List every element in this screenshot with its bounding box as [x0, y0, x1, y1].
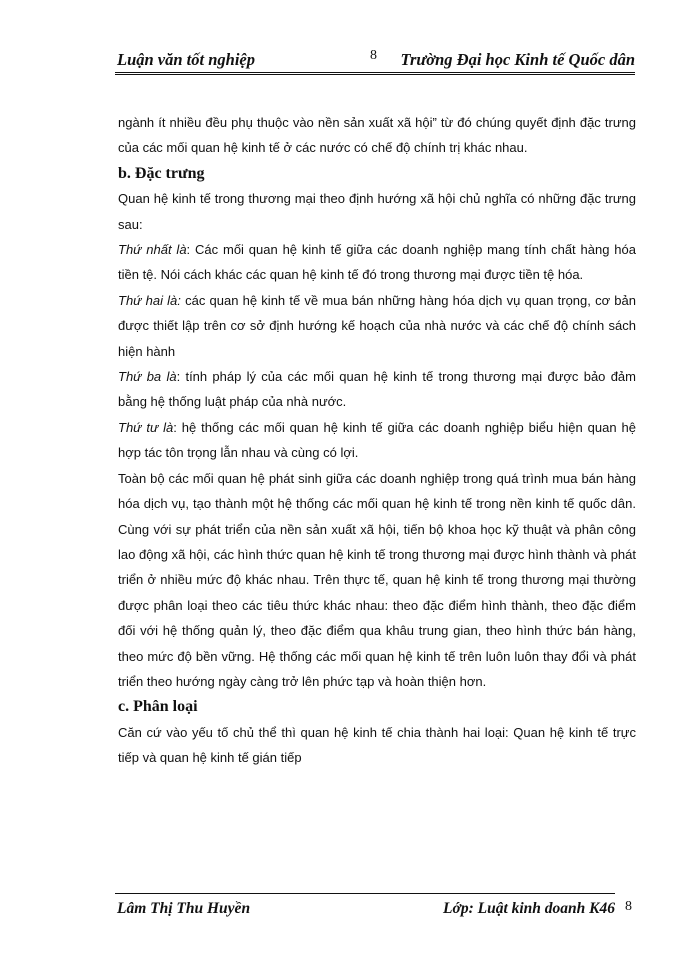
- section-heading-c: c. Phân loại: [118, 698, 198, 716]
- list-item-lead: Thứ nhất là: [118, 242, 187, 258]
- list-item: [118, 288, 636, 364]
- header-thesis-title: Luận văn tốt nghiệp: [117, 50, 255, 69]
- list-item-lead: Thứ tư là: [118, 419, 174, 435]
- paragraph: Căn cứ vào yếu tố chủ thể thì quan hệ kinh tế chia thành hai loại: Quan hệ kinh tế trực tiếp và quan hệ kinh tế gián tiếp: [118, 724, 636, 766]
- header-page-number: 8: [370, 48, 377, 63]
- list-item: [118, 415, 636, 466]
- list-item-text: : Các mối quan hệ kinh tế giữa các doanh nghiệp mang tính chất hàng hóa tiền tệ. Nói cách khác các quan hệ kinh tế đó trong thương mại được tiền tệ hóa.: [118, 242, 636, 283]
- page-header: [115, 44, 635, 75]
- paragraph: Toàn bộ các mối quan hệ phát sinh giữa các doanh nghiệp trong quá trình mua bán hàng hóa dịch vụ, tạo thành một hệ thống các mối quan hệ kinh tế trong nền kinh tế quốc dân. Cùng với sự phát triển của nền sản xuất xã hội, tiến bộ khoa học kỹ thuật và phân công lao động xã hội, các hình thức quan hệ kinh tế trong thương mại được hình thành và phát triển ở nhiều mức độ khác nhau. Trên thực tế, quan hệ kinh tế trong thương mại thường được phân loại theo các tiêu thức khác nhau: theo đặc điểm hình thành, theo đặc điểm đối với hệ thống quản lý, theo đặc điểm qua khâu trung gian, theo hình thức bán hàng, theo mức độ bền vững. Hệ thống các mối quan hệ kinh tế trên luôn luôn thay đổi và phát triển theo hướng ngày càng trở lên phức tạp và hoàn thiện hơn.: [118, 470, 636, 689]
- list-item-lead: Thứ ba là: [118, 369, 177, 385]
- list-item: [118, 364, 636, 415]
- list-item-text: : hệ thống các mối quan hệ kinh tế giữa các doanh nghiệp biểu hiện quan hệ hợp tác tôn trọng lẫn nhau và cùng có lợi.: [118, 419, 636, 461]
- header-university: Trường Đại học Kinh tế Quốc dân: [400, 50, 635, 69]
- paragraph: ngành ít nhiều đều phụ thuộc vào nền sản xuất xã hội” từ đó chúng quyết định đặc trưng của các mối quan hệ kinh tế ở các nước có chế độ chính trị khác nhau.: [118, 115, 636, 156]
- list-item: [118, 237, 636, 288]
- list-item-text: các quan hệ kinh tế về mua bán những hàng hóa dịch vụ quan trọng, cơ bản được thiết lập trên cơ sở định hướng kế hoạch của nhà nước và các chế độ chính sách hiện hành: [118, 292, 636, 359]
- list-item-lead: Thứ hai là:: [118, 292, 181, 308]
- section-heading-b: b. Đặc trưng: [118, 164, 205, 182]
- page-footer: [115, 893, 615, 920]
- footer-author: Lâm Thị Thu Huyền: [117, 900, 251, 917]
- page-body: [118, 110, 636, 771]
- paragraph: Quan hệ kinh tế trong thương mại theo định hướng xã hội chủ nghĩa có những đặc trưng sau:: [118, 191, 636, 232]
- footer-page-number: 8: [625, 899, 632, 914]
- list-item-text: : tính pháp lý của các mối quan hệ kinh tế trong thương mại được bảo đảm bằng hệ thống luật pháp của nhà nước.: [118, 369, 636, 410]
- footer-class: Lớp: Luật kinh doanh K46: [443, 900, 615, 917]
